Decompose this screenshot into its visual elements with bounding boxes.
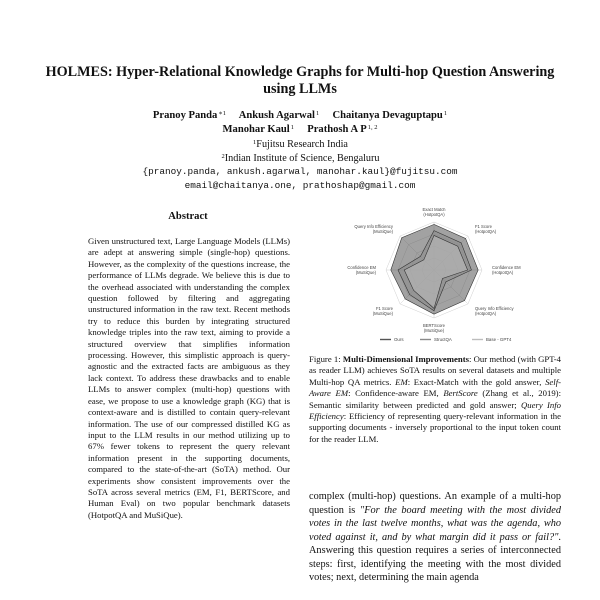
author-affiliation-mark: ∗1 [218,110,227,117]
radar-axis-label: Exact Match (HotpotQA) [422,208,446,217]
radar-chart [308,208,560,348]
figure-caption [309,354,561,445]
caption-text: : Our method (with GPT-4 as reader LLM) achieves SoTA results on several datasets and multiple Multi-hop QA metrics. [309,354,561,387]
caption-term: EM [395,376,408,387]
caption-text: : Exact-Match with the gold answer, [407,376,546,387]
abstract-heading: Abstract [168,211,208,222]
author-affiliation-mark: 1 [315,110,320,117]
author-affiliation-mark: 1 [443,110,448,117]
radar-axis-label: BERTScore (MuSiQue) [422,323,446,333]
affiliations [60,138,540,192]
legend-entry: Base - GPT4 [486,337,512,342]
radar-axis-label: Confidence EM (MuSiQue) [347,265,376,275]
caption-term: BertScore [443,388,478,399]
caption-text: (Zhang et al., 2019): Semantic similarity between predicted and gold answer; [309,388,561,410]
intro-paragraph [309,490,561,585]
radar-axis-label: F1 Score (HotpotQA) [475,223,497,234]
caption-term: Query Info Efficiency [309,399,561,422]
legend-entry: Ours [394,337,404,342]
email-line-2: email@chaitanya.one, prathoshap@gmail.com [184,179,416,191]
author-name: Chaitanya Devaguptapu [332,110,443,121]
author-line-2 [60,123,540,137]
affiliation-name: Fujitsu Research India [256,139,348,150]
author-name: Ankush Agarwal [238,110,315,121]
caption-term: Self-Aware EM [309,376,561,399]
caption-text: : Efficiency of representing query-relevant information in the supporting documents - inversely proportional to the input token count for the reader LLM. [309,411,561,444]
affiliation-1 [60,138,540,152]
author-name: Manohar Kaul [222,124,290,135]
affiliation-2 [60,152,540,166]
intro-text: complex (multi-hop) questions. An example of a multi-hop question is [309,491,561,516]
intro-text: . Answering this question requires a series of interconnected steps: first, identifying the meeting with the most divided votes; next, determining the main agenda [309,531,561,583]
author-affiliation-mark: 1 [290,124,294,131]
author-affiliation-mark: 1, 2 [367,124,378,131]
abstract-text: Given unstructured text, Large Language Models (LLMs) are adept at answering simple (single-hop) questions. However, as the complexity of the questions increase, the performance of LLMs degrade. We believe this is due to the overhead associated with understanding the complex question followed by filtering and aggregating unstructured information in the raw text. Recent methods try to reduce this burden by integrating structured knowledge triples into the raw text, aiming to provide a structured overview that simplifies information processing. However, this simplistic approach is query-agnostic and the extracted facts are ambiguous as they lack context. To address these drawbacks and to enable LLMs to answer complex (multi-hop) questions with ease, we propose to use a knowledge graph (KG) that is context-aware and is distilled to contain query-relevant information. The use of our compressed distilled KG as input to the LLM results in our method utilizing up to 67% fewer tokens to represent the query relevant information present in the supporting documents, compared to the state-of-the-art (SoTA) method. Our experiments show consistent improvements over the SoTA across several metrics (EM, F1, BERTScore, and Human Eval) on two popular benchmark datasets (HotpotQA and MuSiQue). [88,236,290,520]
paper-title: HOLMES: Hyper-Relational Knowledge Graphs for Multi-hop Question Answering using LLMs [45,64,555,97]
email-line-1: {pranoy.panda, ankush.agarwal, manohar.kaul}@fujitsu.com [142,166,458,177]
radar-axis-label: Query Info Efficiency (HotpotQA) [475,306,514,317]
radar-figure [308,208,560,348]
author-name: Prathosh A P [307,124,367,135]
affiliation-mark: 1 [253,139,257,146]
affiliation-name: Indian Institute of Science, Bengaluru [224,152,380,164]
caption-title: Multi-Dimensional Improvements [342,354,469,364]
radar-axis-label: Confidence EM (HotpotQA) [492,265,521,275]
caption-text: : Confidence-aware EM, [348,388,444,399]
author-list [60,109,540,137]
legend-entry: StructQA [434,337,452,342]
example-question: "For the board meeting with the most divided votes in the last twelve months, what was the agenda, who voted against it, and by what margin did it pass or fail?" [309,504,561,543]
radar-axis-label: Query Info Efficiency (MuSiQue) [354,223,393,234]
affiliation-mark: 2 [221,152,225,160]
caption-label: Figure 1: [309,354,341,364]
author-line-1 [60,109,540,123]
radar-axis-label: F1 Score (MuSiQue) [372,306,393,317]
author-name: Pranoy Panda [152,110,218,121]
